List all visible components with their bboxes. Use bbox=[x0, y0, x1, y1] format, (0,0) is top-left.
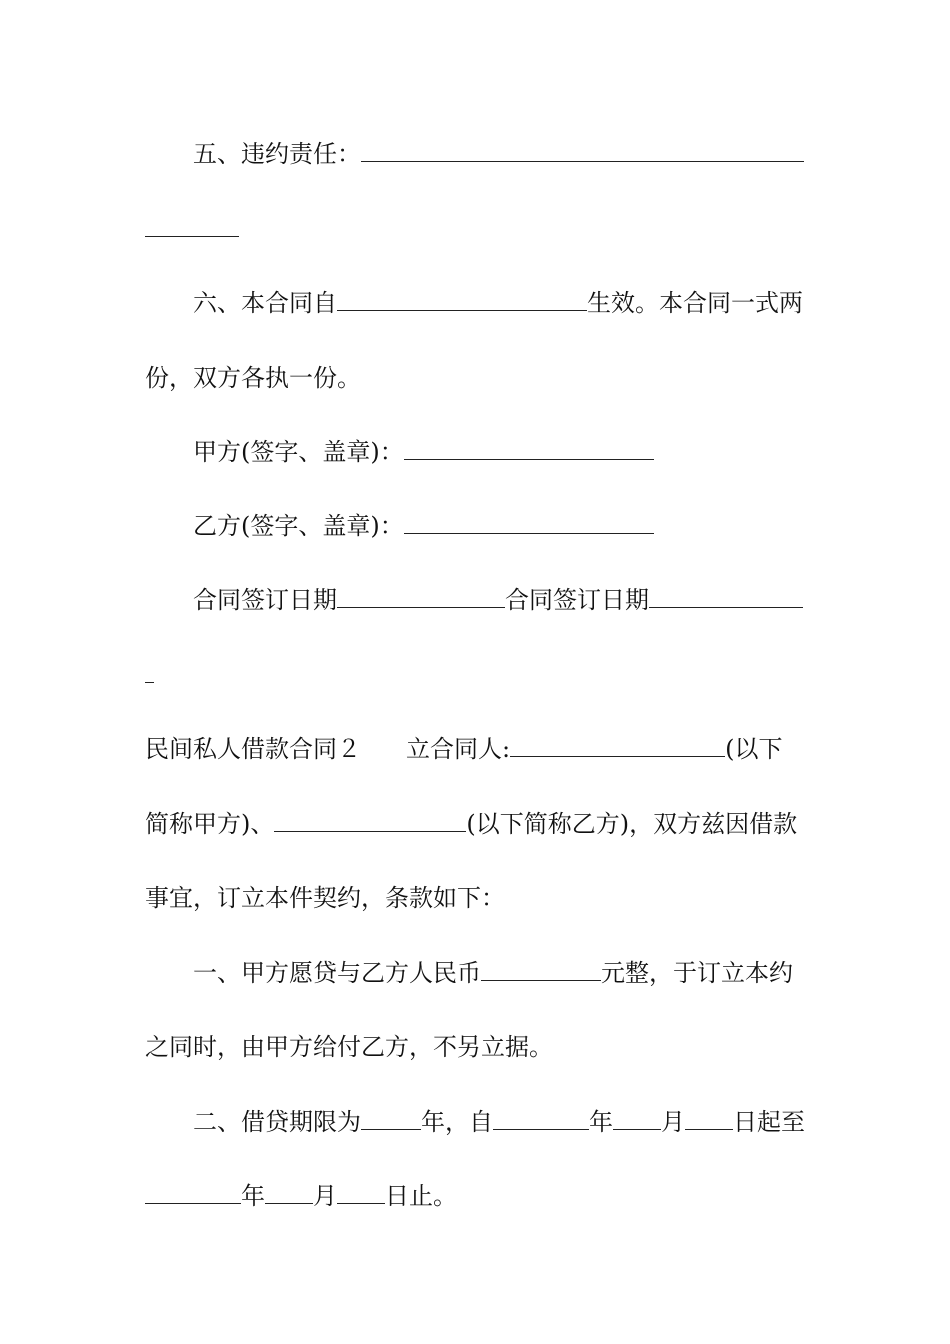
contract2-article1-line-2 bbox=[145, 1029, 807, 1065]
from-label: ，自 bbox=[445, 1108, 493, 1136]
party-b-label: 乙方(签字、盖章)： bbox=[193, 512, 404, 540]
article6-line-2 bbox=[145, 360, 807, 396]
contract2-article1-text-3: 之同时，由甲方给付乙方，不另立据。 bbox=[145, 1033, 553, 1061]
signing-date-line-2 bbox=[145, 657, 807, 693]
loan-amount-blank[interactable] bbox=[481, 980, 601, 981]
day-from-label: 日起至 bbox=[733, 1108, 805, 1136]
contract2-party-b-blank[interactable] bbox=[274, 831, 466, 832]
contract2-party-a-blank[interactable] bbox=[510, 756, 725, 757]
contract2-line2-end: (以下简称乙方)，双方兹因借款 bbox=[466, 810, 798, 838]
signing-date-line bbox=[193, 582, 807, 618]
contract2-parties-label: 立合同人: bbox=[406, 735, 511, 763]
signing-date-label-1: 合同签订日期 bbox=[193, 586, 337, 614]
party-b-signature-line bbox=[193, 508, 807, 544]
contract2-line-3 bbox=[145, 880, 807, 916]
party-a-label: 甲方(签字、盖章)： bbox=[193, 438, 404, 466]
article6-text-2: 生效。本合同一式两 bbox=[587, 289, 803, 317]
start-day-blank[interactable] bbox=[685, 1129, 733, 1130]
contract2-line-1 bbox=[145, 731, 807, 767]
contract2-line2-start: 简称甲方)、 bbox=[145, 810, 275, 838]
signing-date-blank-3[interactable] bbox=[145, 682, 154, 683]
contract2-article1-text-2: 元整，于订立本约 bbox=[601, 959, 793, 987]
contract2-line3: 事宜，订立本件契约，条款如下： bbox=[145, 884, 505, 912]
article6-line-1 bbox=[193, 285, 807, 321]
month-label-2: 月 bbox=[313, 1182, 337, 1210]
day-until-label: 日止。 bbox=[385, 1182, 457, 1210]
article5-label: 五、违约责任： bbox=[193, 140, 361, 168]
signing-date-blank-1[interactable] bbox=[337, 607, 505, 608]
year-label-3: 年 bbox=[241, 1182, 265, 1210]
signing-date-blank-2[interactable] bbox=[649, 607, 803, 608]
contract2-article1-text-1: 一、甲方愿贷与乙方人民币 bbox=[193, 959, 481, 987]
article5-blank-2[interactable] bbox=[145, 236, 239, 237]
contract2-line-2 bbox=[145, 806, 807, 842]
contract2-article1-line-1 bbox=[193, 955, 807, 991]
year-label-2: 年 bbox=[589, 1108, 613, 1136]
end-day-blank[interactable] bbox=[337, 1203, 385, 1204]
article6-text-3: 份，双方各执一份。 bbox=[145, 364, 361, 392]
end-month-blank[interactable] bbox=[265, 1203, 313, 1204]
article5-blank-1[interactable] bbox=[361, 161, 804, 162]
loan-term-years-blank[interactable] bbox=[361, 1129, 421, 1130]
party-b-signature-blank[interactable] bbox=[404, 533, 654, 534]
party-a-signature-line bbox=[193, 434, 807, 470]
end-year-blank[interactable] bbox=[145, 1203, 241, 1204]
contract2-article2-text-1: 二、借贷期限为 bbox=[193, 1108, 361, 1136]
party-a-signature-blank[interactable] bbox=[404, 459, 654, 460]
year-label-1: 年 bbox=[421, 1108, 445, 1136]
article5-line-2 bbox=[145, 211, 807, 247]
contract2-title: 民间私人借款合同２ bbox=[145, 735, 361, 763]
article6-text-1: 六、本合同自 bbox=[193, 289, 337, 317]
start-month-blank[interactable] bbox=[613, 1129, 661, 1130]
start-year-blank[interactable] bbox=[493, 1129, 589, 1130]
signing-date-label-2: 合同签订日期 bbox=[505, 586, 649, 614]
article5-line bbox=[193, 136, 807, 172]
contract2-line1-end: (以下 bbox=[725, 735, 783, 763]
contract2-article2-line-1 bbox=[193, 1104, 807, 1140]
month-label-1: 月 bbox=[661, 1108, 685, 1136]
contract2-article2-line-2 bbox=[145, 1178, 807, 1214]
effective-date-blank[interactable] bbox=[337, 310, 587, 311]
